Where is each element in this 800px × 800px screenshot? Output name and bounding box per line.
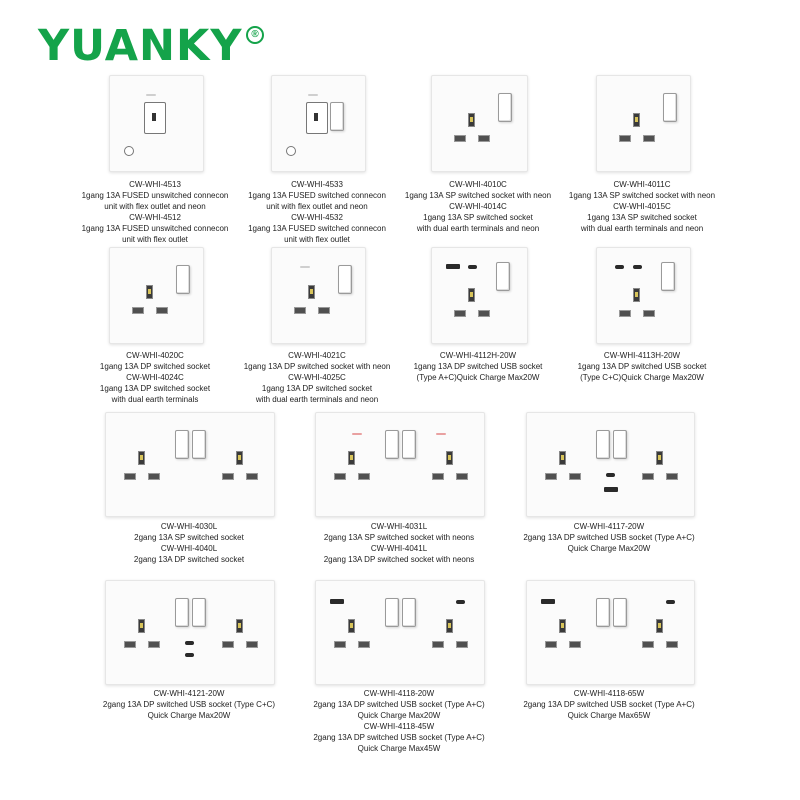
caption-line: with dual earth terminals: [111, 395, 199, 404]
earth-pin-slot: [633, 113, 640, 127]
brand-logo: YUANKY: [38, 21, 243, 71]
earth-pin-slot: [348, 451, 355, 465]
caption-line: 1gang 13A FUSED switched connecon: [248, 224, 386, 233]
usb-a-port: [604, 487, 618, 492]
earth-pin-slot: [138, 451, 145, 465]
product-caption: [299, 688, 499, 754]
socket-plate: [315, 412, 485, 517]
caption-line: 1gang 13A SP switched socket: [587, 213, 697, 222]
rocker-switch: [330, 102, 344, 131]
usb-c-port: [606, 473, 615, 477]
model-number: CW-WHI-4112H-20W: [439, 351, 517, 360]
caption-line: unit with flex outlet: [122, 235, 188, 244]
live-pin-slot: [124, 641, 136, 648]
rocker-switch-left: [175, 598, 189, 627]
earth-pin-slot: [138, 619, 145, 633]
rocker-switch-right: [192, 430, 206, 459]
caption-line: CW-WHI-4014C: [449, 202, 507, 211]
caption-line: CW-WHI-4015C: [613, 202, 671, 211]
live-pin-slot: [619, 135, 631, 142]
socket-plate: [109, 247, 204, 344]
neutral-pin-slot: [358, 641, 370, 648]
caption-line: with dual earth terminals and neon: [416, 224, 540, 233]
rocker-switch: [663, 93, 677, 122]
neon-indicator: [300, 266, 310, 268]
usb-c-port: [615, 265, 624, 269]
earth-pin-slot: [348, 619, 355, 633]
neutral-pin-slot: [156, 307, 168, 314]
neutral-pin-slot: [246, 641, 258, 648]
model-number: CW-WHI-4020C: [126, 351, 184, 360]
socket-plate: [596, 75, 691, 172]
live-pin-slot: [642, 473, 654, 480]
caption-line: CW-WHI-4041L: [370, 544, 428, 553]
product-caption: [89, 521, 289, 565]
caption-line: with dual earth terminals and neon: [255, 395, 379, 404]
caption-line: 2gang 13A DP switched USB socket (Type A+C): [313, 700, 485, 709]
caption-line: 1gang 13A FUSED unswitched connecon: [81, 191, 229, 200]
socket-plate: [431, 75, 528, 172]
earth-pin-slot: [446, 451, 453, 465]
caption-line: (Type A+C)Quick Charge Max20W: [416, 373, 540, 382]
live-pin-slot: [294, 307, 306, 314]
earth-pin-slot: [146, 285, 153, 299]
caption-line: unit with flex outlet: [284, 235, 350, 244]
neon-indicator-left: [352, 433, 362, 435]
rocker-switch-left: [596, 430, 610, 459]
usb-c-port: [185, 653, 194, 657]
live-pin-slot: [454, 135, 466, 142]
model-number: CW-WHI-4021C: [288, 351, 346, 360]
product-caption: [89, 688, 289, 721]
caption-line: 1gang 13A DP switched socket: [99, 384, 211, 393]
rocker-switch-right: [613, 598, 627, 627]
rocker-switch: [176, 265, 190, 294]
caption-line: with dual earth terminals and neon: [580, 224, 704, 233]
neutral-pin-slot: [478, 135, 490, 142]
model-number: CW-WHI-4011C: [613, 180, 671, 189]
model-number: CW-WHI-4513: [129, 180, 181, 189]
neutral-pin-slot: [246, 473, 258, 480]
neutral-pin-slot: [643, 135, 655, 142]
model-number: CW-WHI-4118-20W: [363, 689, 435, 698]
live-pin-slot: [545, 641, 557, 648]
model-number: CW-WHI-4118-65W: [573, 689, 645, 698]
live-pin-slot: [222, 641, 234, 648]
earth-pin-slot: [308, 285, 315, 299]
caption-line: CW-WHI-4040L: [160, 544, 218, 553]
usb-c-port: [468, 265, 477, 269]
caption-line: 1gang 13A FUSED switched connecon: [248, 191, 386, 200]
product-caption: [509, 521, 709, 554]
usb-a-port: [541, 599, 555, 604]
fuse-holder: [306, 102, 328, 134]
neutral-pin-slot: [666, 641, 678, 648]
socket-plate: [271, 247, 366, 344]
caption-line: 1gang 13A SP switched socket with neon: [404, 191, 552, 200]
usb-a-port: [330, 599, 344, 604]
socket-plate: [105, 412, 275, 517]
rocker-switch: [661, 262, 675, 291]
neutral-pin-slot: [569, 641, 581, 648]
caption-line: 2gang 13A DP switched USB socket (Type C+C): [102, 700, 276, 709]
caption-line: unit with flex outlet and neon: [104, 202, 206, 211]
neutral-pin-slot: [478, 310, 490, 317]
earth-pin-slot: [559, 619, 566, 633]
caption-line: CW-WHI-4532: [291, 213, 343, 222]
product-caption: [509, 688, 709, 721]
caption-line: CW-WHI-4512: [129, 213, 181, 222]
model-number: CW-WHI-4031L: [370, 522, 428, 531]
fuse-holder: [144, 102, 166, 134]
caption-line: 1gang 13A DP switched USB socket: [413, 362, 543, 371]
live-pin-slot: [334, 641, 346, 648]
live-pin-slot: [334, 473, 346, 480]
caption-line: Quick Charge Max45W: [357, 744, 441, 753]
socket-plate: [109, 75, 204, 172]
neutral-pin-slot: [148, 473, 160, 480]
socket-plate: [526, 412, 695, 517]
model-number: CW-WHI-4533: [291, 180, 343, 189]
neutral-pin-slot: [569, 473, 581, 480]
product-caption: [299, 521, 499, 565]
earth-pin-slot: [236, 619, 243, 633]
flex-outlet: [286, 146, 296, 156]
earth-pin-slot: [656, 451, 663, 465]
socket-plate: [315, 580, 485, 685]
rocker-switch-right: [192, 598, 206, 627]
live-pin-slot: [124, 473, 136, 480]
caption-line: (Type C+C)Quick Charge Max20W: [580, 373, 704, 382]
usb-c-port: [456, 600, 465, 604]
neon-indicator: [146, 94, 156, 96]
live-pin-slot: [619, 310, 631, 317]
neutral-pin-slot: [456, 641, 468, 648]
caption-line: CW-WHI-4025C: [288, 373, 346, 382]
earth-pin-slot: [446, 619, 453, 633]
caption-line: 2gang 13A DP switched USB socket (Type A+C): [523, 533, 695, 542]
usb-c-port: [666, 600, 675, 604]
rocker-switch-left: [385, 598, 399, 627]
model-number: CW-WHI-4010C: [449, 180, 507, 189]
neon-indicator-right: [436, 433, 446, 435]
caption-line: CW-WHI-4024C: [126, 373, 184, 382]
earth-pin-slot: [468, 288, 475, 302]
model-number: CW-WHI-4121-20W: [153, 689, 225, 698]
caption-line: 1gang 13A FUSED unswitched connecon: [81, 224, 229, 233]
neutral-pin-slot: [358, 473, 370, 480]
flex-outlet: [124, 146, 134, 156]
neutral-pin-slot: [318, 307, 330, 314]
caption-line: 2gang 13A DP switched socket: [133, 555, 245, 564]
caption-line: 2gang 13A DP switched USB socket (Type A+C): [313, 733, 485, 742]
caption-line: Quick Charge Max20W: [567, 544, 651, 553]
rocker-switch: [496, 262, 510, 291]
neutral-pin-slot: [456, 473, 468, 480]
live-pin-slot: [432, 641, 444, 648]
caption-line: 1gang 13A DP switched USB socket: [577, 362, 707, 371]
live-pin-slot: [222, 473, 234, 480]
caption-line: 2gang 13A SP switched socket: [134, 533, 244, 542]
socket-plate: [431, 247, 528, 344]
product-caption: [542, 179, 742, 234]
earth-pin-slot: [236, 451, 243, 465]
caption-line: 2gang 13A SP switched socket with neons: [323, 533, 475, 542]
rocker-switch-left: [596, 598, 610, 627]
caption-line: 1gang 13A DP switched socket: [261, 384, 373, 393]
neutral-pin-slot: [643, 310, 655, 317]
neon-indicator: [308, 94, 318, 96]
rocker-switch: [338, 265, 352, 294]
rocker-switch: [498, 93, 512, 122]
caption-line: 2gang 13A DP switched socket with neons: [323, 555, 475, 564]
rocker-switch-right: [613, 430, 627, 459]
live-pin-slot: [545, 473, 557, 480]
caption-line: 1gang 13A DP switched socket with neon: [243, 362, 391, 371]
rocker-switch-right: [402, 598, 416, 627]
socket-plate: [526, 580, 695, 685]
registered-mark: ®: [246, 26, 264, 44]
caption-line: Quick Charge Max20W: [357, 711, 441, 720]
live-pin-slot: [454, 310, 466, 317]
live-pin-slot: [132, 307, 144, 314]
earth-pin-slot: [633, 288, 640, 302]
caption-line: Quick Charge Max65W: [567, 711, 651, 720]
neutral-pin-slot: [666, 473, 678, 480]
caption-line: 2gang 13A DP switched USB socket (Type A+C): [523, 700, 695, 709]
neutral-pin-slot: [148, 641, 160, 648]
caption-line: unit with flex outlet and neon: [266, 202, 368, 211]
caption-line: 1gang 13A SP switched socket with neon: [568, 191, 716, 200]
earth-pin-slot: [468, 113, 475, 127]
caption-line: 1gang 13A SP switched socket: [423, 213, 533, 222]
caption-line: Quick Charge Max20W: [147, 711, 231, 720]
socket-plate: [105, 580, 275, 685]
product-caption: [542, 350, 742, 383]
model-number: CW-WHI-4030L: [160, 522, 218, 531]
model-number: CW-WHI-4113H-20W: [603, 351, 681, 360]
live-pin-slot: [642, 641, 654, 648]
caption-line: CW-WHI-4118-45W: [363, 722, 435, 731]
usb-c-port: [185, 641, 194, 645]
usb-c-port: [633, 265, 642, 269]
caption-line: 1gang 13A DP switched socket: [99, 362, 211, 371]
rocker-switch-left: [175, 430, 189, 459]
usb-a-port: [446, 264, 460, 269]
model-number: CW-WHI-4117-20W: [573, 522, 645, 531]
earth-pin-slot: [559, 451, 566, 465]
rocker-switch-right: [402, 430, 416, 459]
socket-plate: [596, 247, 691, 344]
socket-plate: [271, 75, 366, 172]
rocker-switch-left: [385, 430, 399, 459]
live-pin-slot: [432, 473, 444, 480]
earth-pin-slot: [656, 619, 663, 633]
